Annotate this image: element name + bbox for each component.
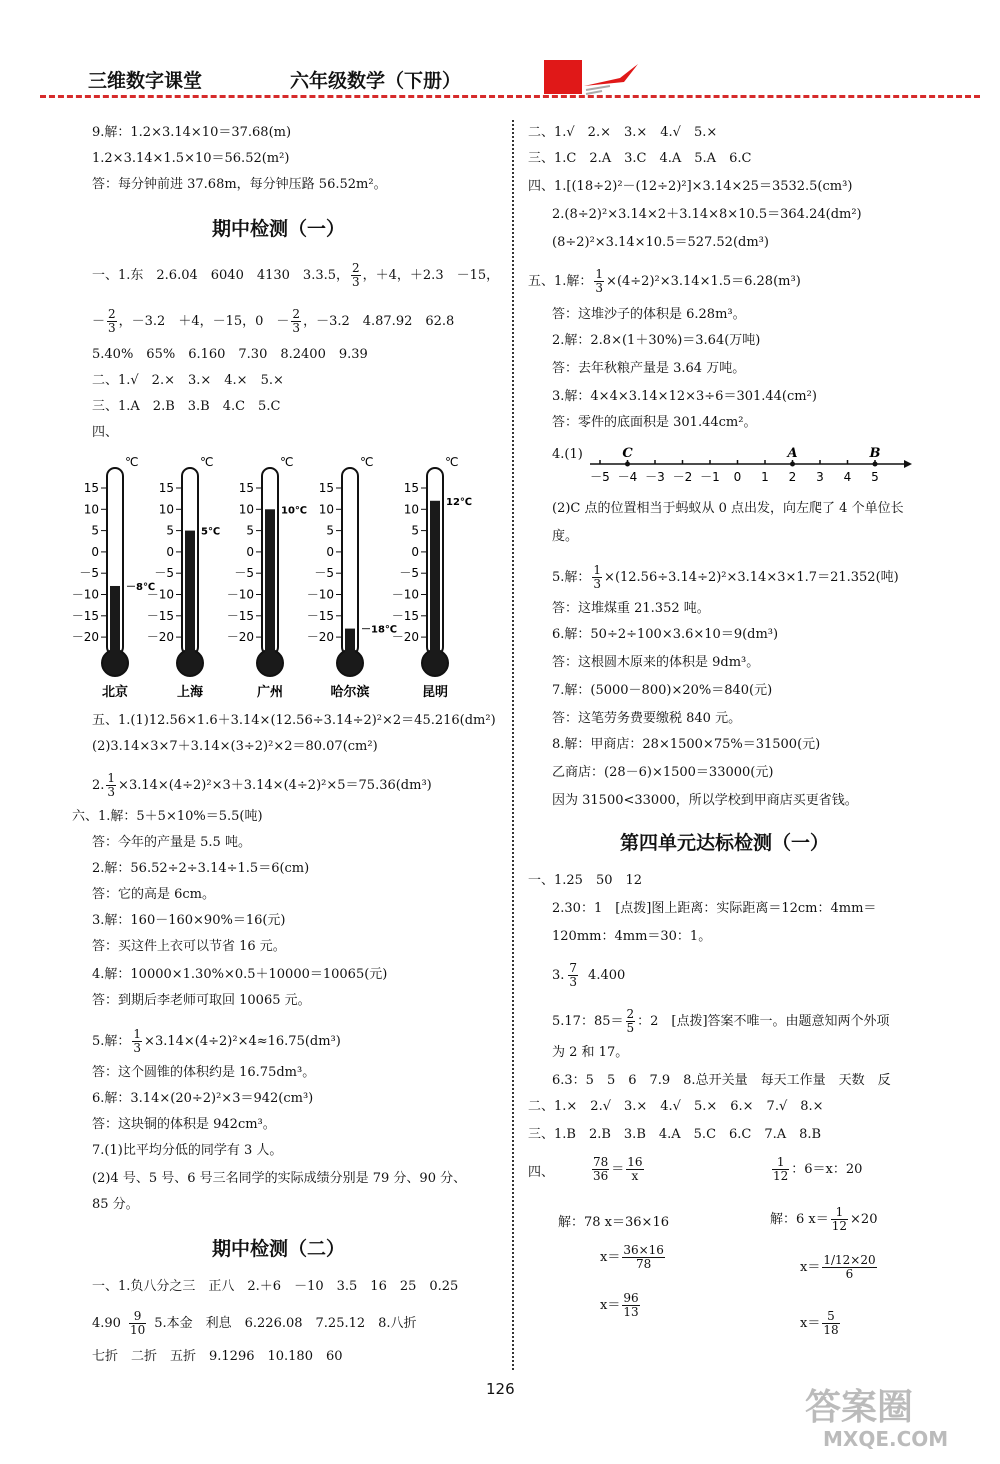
section-title: 期中检测（一） — [212, 218, 346, 240]
text-line: 答：买这件上衣可以节省 16 元。 — [92, 939, 286, 954]
unit-label: ℃ — [360, 455, 374, 469]
text-line: 答：到期后李老师可取回 10065 元。 — [92, 993, 311, 1008]
text-line: 2.解：2.8×(1＋30%)＝3.64(万吨) — [552, 333, 761, 348]
text-line: 答：这笔劳务费要缴税 840 元。 — [552, 711, 742, 726]
text-line: 六、1.解：5＋5×10%＝5.5(吨) — [72, 809, 263, 824]
point-label: B — [869, 446, 881, 461]
text-line: 四、1.[(18÷2)²－(12÷2)²]×3.14×25＝3532.5(cm³) — [528, 179, 853, 194]
text-line: 2.(8÷2)²×3.14×2＋3.14×8×10.5＝364.24(dm²) — [552, 207, 862, 222]
section-title: 第四单元达标检测（一） — [620, 832, 830, 854]
text-line: 6.解：50÷2÷100×3.6×10＝9(dm³) — [552, 627, 779, 642]
tick-label: 3 — [816, 470, 824, 484]
mercury-column — [110, 586, 120, 659]
header-series: 三维数字课堂 — [88, 70, 203, 92]
text-line: 1.2×3.14×1.5×10＝56.52(m²) — [92, 151, 290, 166]
unit-label: ℃ — [125, 455, 139, 469]
text-line: 答：它的高是 6cm。 — [92, 887, 216, 902]
text-line: 答：这块铜的体积是 942cm³。 — [92, 1117, 276, 1132]
tick-label: 10 — [158, 502, 174, 517]
text-line: (2)C 点的位置相当于蚂蚁从 0 点出发，向左爬了 4 个单位长 — [552, 501, 904, 516]
point-label: C — [622, 446, 633, 461]
header-divider — [40, 95, 980, 98]
text-line: 答：这堆沙子的体积是 6.28m³。 — [552, 307, 746, 322]
text-line: 5.17：85＝ $\frac{2}{5}$ ：2 [点拨]答案不唯一。由题意知两个外项 — [552, 1007, 890, 1035]
text-line: 6.3：5 5 6 7.9 8.总开关量 每天工作量 天数 反 — [552, 1073, 891, 1088]
tick-label: －15 — [306, 608, 334, 623]
text-line: 4.90 $\frac{9}{10}$ 5.本金 利息 6.226.08 7.25.12 8.八折 — [92, 1309, 417, 1337]
tick-label: 0 — [411, 544, 419, 559]
tick-label: －5 — [590, 470, 610, 484]
column-divider — [512, 120, 514, 1370]
tick-label: －20 — [391, 630, 419, 645]
temperature-label: －18℃ — [361, 624, 398, 636]
tick-label: 0 — [246, 544, 254, 559]
tick-label: 4 — [843, 470, 852, 484]
solution-step: x＝ $\frac{1/12\times 20}{6}$ — [800, 1253, 876, 1281]
tick-label: －10 — [226, 587, 254, 602]
city-label: 哈尔滨 — [330, 685, 370, 700]
solution-step: x＝ $\frac{96}{13}$ — [600, 1291, 639, 1319]
text-line: (2)3.14×3×7＋3.14×(3÷2)²×2＝80.07(cm²) — [92, 739, 378, 754]
text-line: 答：今年的产量是 5.5 吨。 — [92, 835, 251, 850]
mercury-column — [265, 509, 275, 659]
text-line: 5.解： $\frac{1}{3}$ ×(12.56÷3.14÷2)²×3.14×3×1.7＝21.352(吨) — [552, 563, 899, 591]
tick-label: －15 — [71, 608, 99, 623]
proportion-2: $\frac{1}{12}$ ：6＝x：20 — [773, 1155, 863, 1183]
solution-step: x＝ $\frac{5}{18}$ — [800, 1309, 839, 1337]
tick-label: －15 — [146, 608, 174, 623]
tick-label: －20 — [226, 630, 254, 645]
text-line: 四、 — [92, 425, 119, 440]
mercury-column — [185, 531, 195, 659]
tick-label: 15 — [403, 481, 419, 495]
tick-label: 0 — [166, 544, 174, 559]
text-line: 3.解：4×4×3.14×12×3÷6＝301.44(cm²) — [552, 389, 817, 404]
tick-label: 15 — [238, 481, 254, 495]
text-line: 9.解：1.2×3.14×10＝37.68(m) — [92, 125, 292, 140]
rocket-logo — [540, 56, 650, 98]
tick-label: －10 — [71, 587, 99, 602]
text-line: 2. $\frac{1}{3}$ ×3.14×(4÷2)²×3＋3.14×(4÷2)²×5＝75.36(dm³) — [92, 771, 432, 799]
tick-label: －5 — [314, 566, 334, 581]
text-line: 五、1.(1)12.56×1.6＋3.14×(12.56÷3.14÷2)²×2＝45.216(dm²) — [92, 713, 496, 728]
tick-label: －2 — [672, 470, 693, 484]
mercury-column — [430, 501, 440, 659]
header-book: 六年级数学（下册） — [290, 70, 462, 92]
text-line: 三、1.B 2.B 3.B 4.A 5.C 6.C 7.A 8.B — [528, 1127, 822, 1142]
city-label: 上海 — [176, 685, 204, 700]
text-line: 一、1.负八分之三 正八 2.＋6 －10 3.5 16 25 0.25 — [92, 1279, 459, 1294]
thermometer-figure — [60, 450, 500, 705]
text-line: 答：这根圆木原来的体积是 9dm³。 — [552, 655, 760, 670]
tick-label: －4 — [617, 470, 638, 484]
tick-label: －10 — [306, 587, 334, 602]
text-line: 乙商店：(28－6)×1500＝33000(元) — [552, 765, 774, 780]
tick-label: －10 — [391, 587, 419, 602]
text-line: 5.解： $\frac{1}{3}$ ×3.14×(4÷2)²×4≈16.75(dm³) — [92, 1027, 341, 1055]
text-line: － $\frac{2}{3}$ ，－3.2 ＋4，－15，0 － $\frac{2}{3}$ ，－3.2 4.87.92 62.8 — [92, 307, 455, 335]
temperature-label: 12℃ — [446, 496, 473, 508]
tick-label: 10 — [318, 502, 334, 517]
tick-label: 0 — [733, 470, 742, 484]
text-line: 度。 — [552, 529, 579, 544]
tick-label: －1 — [700, 470, 720, 484]
temperature-label: －8℃ — [126, 581, 156, 593]
tick-label: －15 — [391, 608, 419, 623]
tick-label: 15 — [318, 481, 334, 495]
text-line: 8.解：甲商店：28×1500×75%＝31500(元) — [552, 737, 821, 752]
text-line: 一、1.东 2.6.04 6040 4130 3.3.5， $\frac{2}{3}$ ，＋4，＋2.3 －15， — [92, 261, 500, 289]
text-line: 答：这堆煤重 21.352 吨。 — [552, 601, 710, 616]
text-line: 6.解：3.14×(20÷2)²×3＝942(cm³) — [92, 1091, 314, 1106]
text-line: 4.(1) — [552, 447, 583, 462]
tick-label: 5 — [91, 523, 99, 538]
text-line: 85 分。 — [92, 1197, 139, 1212]
tick-label: 10 — [238, 502, 254, 517]
text-line: 120mm：4mm＝30：1。 — [552, 929, 712, 944]
tick-label: －3 — [645, 470, 665, 484]
text-line: 二、1.√ 2.× 3.× 4.√ 5.× — [528, 125, 718, 140]
text-line: 三、1.A 2.B 3.B 4.C 5.C — [92, 399, 281, 414]
text-line: 7.(1)比平均分低的同学有 3 人。 — [92, 1143, 283, 1158]
tick-label: 5 — [166, 523, 174, 538]
point-dot — [625, 462, 630, 467]
text-line: 七折 二折 五折 9.1296 10.180 60 — [92, 1349, 343, 1364]
tick-label: －5 — [154, 566, 174, 581]
text-line: 答：去年秋粮产量是 3.64 万吨。 — [552, 361, 746, 376]
text-line: 2.30：1 [点拨]图上距离：实际距离＝12cm：4mm＝ — [552, 901, 877, 916]
temperature-label: 5℃ — [201, 526, 221, 538]
mercury-column — [345, 629, 355, 659]
text-line: 4.解：10000×1.30%×0.5＋10000＝10065(元) — [92, 967, 388, 982]
city-label: 北京 — [101, 685, 129, 700]
arrow-head — [904, 460, 912, 468]
proportion-1: $\frac{78}{36}$ ＝ $\frac{16}{x}$ — [593, 1155, 643, 1183]
tick-label: 5 — [871, 470, 879, 484]
city-label: 广州 — [256, 685, 284, 700]
tick-label: －5 — [234, 566, 254, 581]
unit-label: ℃ — [445, 455, 459, 469]
text-line: 答：每分钟前进 37.68m，每分钟压路 56.52m²。 — [92, 177, 387, 192]
text-line: 7.解：(5000－800)×20%＝840(元) — [552, 683, 773, 698]
unit-label: ℃ — [200, 455, 214, 469]
text-line: (2)4 号、5 号、6 号三名同学的实际成绩分别是 79 分、90 分、 — [92, 1171, 467, 1186]
tick-label: －10 — [146, 587, 174, 602]
section-title: 期中检测（二） — [212, 1238, 346, 1260]
text-line: 五、1.解： $\frac{1}{3}$ ×(4÷2)²×3.14×1.5＝6.28(m³) — [528, 267, 801, 295]
point-dot — [790, 462, 795, 467]
tick-label: 15 — [158, 481, 174, 495]
tick-label: 0 — [326, 544, 334, 559]
text-line: 二、1.× 2.√ 3.× 4.√ 5.× 6.× 7.√ 8.× — [528, 1099, 824, 1114]
text-line: (8÷2)²×3.14×10.5＝527.52(dm³) — [552, 235, 769, 250]
text-line: 因为 31500<33000，所以学校到甲商店买更省钱。 — [552, 793, 858, 808]
tick-label: 15 — [83, 481, 99, 495]
text-line: 3.解：160－160×90%＝16(元) — [92, 913, 286, 928]
point-label: A — [787, 446, 798, 461]
text-line: 解：78 x＝36×16 — [558, 1215, 669, 1230]
text-line: 2.解：56.52÷2÷3.14÷1.5＝6(cm) — [92, 861, 310, 876]
tick-label: －15 — [226, 608, 254, 623]
text-line: 答：这个圆锥的体积约是 16.75dm³。 — [92, 1065, 316, 1080]
solution-step: 解：6 x＝ $\frac{1}{12}$ ×20 — [770, 1205, 878, 1233]
tick-label: －20 — [306, 630, 334, 645]
tick-label: 0 — [91, 544, 99, 559]
text-line: 一、1.25 50 12 — [528, 873, 643, 888]
tick-label: 5 — [326, 523, 334, 538]
city-label: 昆明 — [421, 685, 449, 700]
point-dot — [873, 462, 878, 467]
thermometer-tube — [342, 468, 358, 655]
text-line: 答：零件的底面积是 301.44cm²。 — [552, 415, 757, 430]
tick-label: －20 — [146, 630, 174, 645]
watermark: 答案圈 MXQE.COM — [805, 1387, 949, 1451]
tick-label: －5 — [79, 566, 99, 581]
number-line — [586, 440, 916, 486]
tick-label: 5 — [246, 523, 254, 538]
tick-label: 1 — [761, 470, 769, 484]
tick-label: 10 — [403, 502, 419, 517]
text-line: 四、 — [528, 1165, 555, 1180]
tick-label: 2 — [788, 470, 797, 484]
temperature-label: 10℃ — [281, 505, 308, 517]
text-line: 为 2 和 17。 — [552, 1045, 629, 1060]
text-line: 5.40% 65% 6.160 7.30 8.2400 9.39 — [92, 347, 368, 362]
page-number: 126 — [486, 1380, 515, 1398]
text-line: 3. $\frac{7}{3}$ 4.400 — [552, 961, 626, 989]
text-line: 三、1.C 2.A 3.C 4.A 5.A 6.C — [528, 151, 752, 166]
solution-step: x＝ $\frac{36\times 16}{78}$ — [600, 1243, 664, 1271]
text-line: 二、1.√ 2.× 3.× 4.× 5.× — [92, 373, 284, 388]
tick-label: －20 — [71, 630, 99, 645]
tick-label: 5 — [411, 523, 419, 538]
tick-label: 10 — [83, 502, 99, 517]
tick-label: －5 — [399, 566, 419, 581]
unit-label: ℃ — [280, 455, 294, 469]
